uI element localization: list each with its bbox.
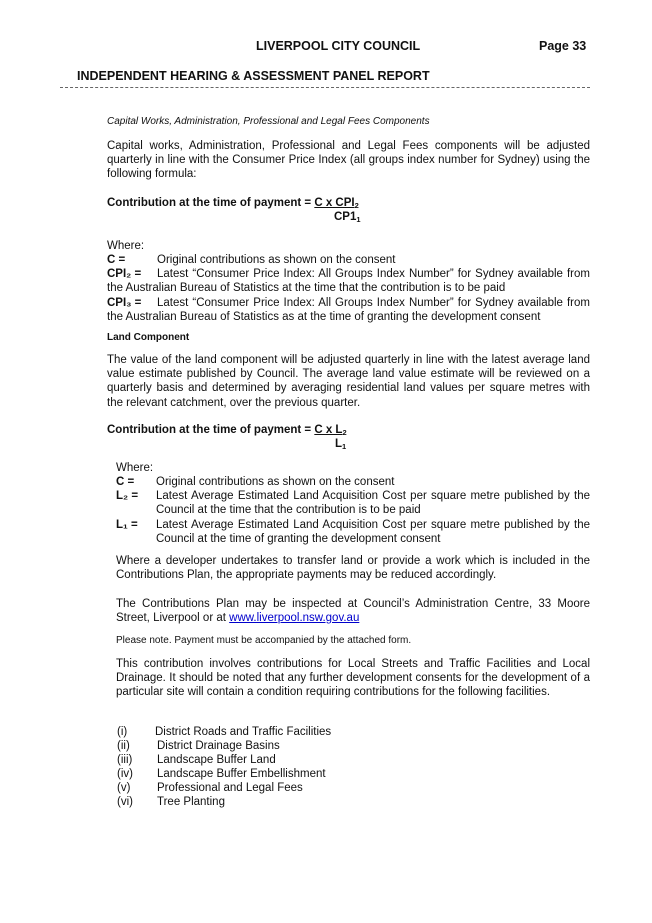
page-number: Page 33 [539, 39, 587, 53]
list-item-number: (i) [117, 726, 128, 738]
list-item: Tree Planting [157, 796, 225, 808]
council-name: LIVERPOOL CITY COUNCIL [256, 39, 421, 53]
definition-term: CPI₃ = [107, 296, 142, 309]
section-heading-land: Land Component [107, 332, 190, 343]
land-paragraph: The value of the land component will be adjusted quarterly in line with the latest average land value estimate published by Council. The average land value estimate will be reviewed on a quarterly basis and determined by averaging residential land values per square metres with the relevant catchment, over the previous quarter. [107, 354, 590, 409]
definition-text: Original contributions as shown on the consent [157, 254, 396, 266]
formula-land [107, 424, 347, 437]
definition-row [107, 267, 590, 295]
formula-cpi [107, 197, 359, 210]
header-divider [60, 87, 590, 88]
definition-text: Latest Average Estimated Land Acquisition Cost per square metre published by the Council at the time of granting the development consent [156, 518, 590, 545]
list-item-number: (iv) [117, 768, 133, 780]
definition-term: C = [116, 476, 135, 488]
formula-label: Contribution at the time of payment = [107, 424, 315, 436]
definition-term: L₂ = [116, 490, 139, 503]
list-item-number: (v) [117, 782, 131, 794]
developer-paragraph: Where a developer undertakes to transfer land or provide a work which is included in the Contributions Plan, the appropriate payments may be reduced accordingly. [116, 555, 590, 582]
formula-numerator: C x $CPI_2$ [314, 197, 359, 210]
website-link[interactable]: www.liverpool.nsw.gov.au [229, 612, 360, 625]
list-item: Landscape Buffer Land [157, 754, 276, 766]
payment-note: Please note. Payment must be accompanied by the attached form. [116, 635, 412, 646]
where-label: Where: [107, 240, 145, 252]
report-title: INDEPENDENT HEARING & ASSESSMENT PANEL REPORT [77, 69, 430, 83]
formula-numerator: C x $L_2$ [314, 424, 347, 437]
definition-row [107, 296, 590, 324]
definition-list [116, 475, 590, 546]
definition-row [116, 475, 590, 489]
list-item: District Roads and Traffic Facilities [155, 726, 332, 738]
definition-row [107, 253, 590, 267]
formula-denominator: $L_1$ [335, 438, 347, 451]
definition-list [107, 253, 590, 324]
list-item: Landscape Buffer Embellishment [157, 768, 326, 780]
definition-text: Latest Average Estimated Land Acquisition Cost per square metre published by the Council at the time that the contribution is to be paid [156, 490, 590, 517]
involves-paragraph: This contribution involves contributions for Local Streets and Traffic Facilities and Local Drainage. It should be noted that any further development consents for the development of a particular site will contain a condition requiring contributions for the following facilities. [116, 658, 590, 699]
definition-row [116, 518, 590, 546]
section-heading-capital: Capital Works, Administration, Professional and Legal Fees Components [107, 116, 430, 127]
definition-term: L₁ = [116, 518, 138, 531]
definition-term: CPI₂ = [107, 268, 142, 281]
definition-term: C = [107, 254, 126, 266]
list-item-number: (iii) [117, 754, 133, 766]
list-item-number: (ii) [117, 740, 130, 752]
definition-text: Latest “Consumer Price Index: All Groups Index Number” for Sydney available from the Australian Bureau of Statistics at the time that the contribution is to be paid [107, 268, 590, 295]
list-item: District Drainage Basins [157, 740, 280, 752]
capital-paragraph: Capital works, Administration, Professional and Legal Fees components will be adjusted quarterly in line with the Consumer Price Index (all groups index number for Sydney) using the following formula: [107, 140, 590, 181]
plan-paragraph: The Contributions Plan may be inspected at Council’s Administration Centre, 33 Moore Street, Liverpool or at www.liverpool.nsw.gov.au [116, 598, 590, 625]
where-label: Where: [116, 462, 154, 474]
formula-denominator: $CP1_1$ [334, 211, 361, 224]
list-item: Professional and Legal Fees [157, 782, 303, 794]
definition-text: Latest “Consumer Price Index: All Groups Index Number” for Sydney available from the Australian Bureau of Statistics as at the time of granting the development consent [107, 296, 590, 323]
formula-label: Contribution at the time of payment = [107, 197, 315, 209]
list-item-number: (vi) [117, 796, 133, 808]
definition-row [116, 489, 590, 517]
definition-text: Original contributions as shown on the consent [156, 476, 395, 488]
